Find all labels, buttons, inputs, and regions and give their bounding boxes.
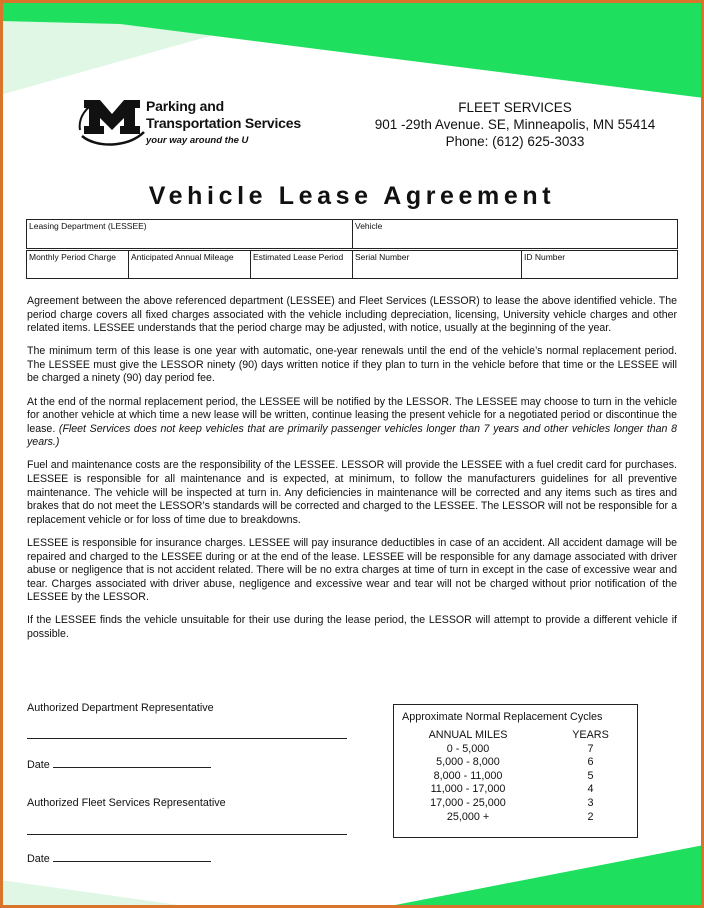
annual-miles-header: ANNUAL MILES [428,729,508,741]
years-cell: 4 [587,783,594,796]
fleet-date-line[interactable] [53,851,211,862]
miles-cell: 25,000 + [446,810,490,823]
table-row [394,770,639,784]
table-row [394,797,639,811]
fleet-date-label: Date [27,853,50,865]
estimated-lease-period-field[interactable] [250,250,353,279]
fleet-services-contact [360,99,670,150]
terms-paragraph: LESSEE is responsible for insurance charges. LESSEE will pay insurance deductibles in case of an accident. All accident damage will be repaired and charged to the LESSEE during or at the end of the lease. LESSEE will be responsible for any damage associated with driver abuse or negligence that is not accident related. There will be no extra charges at time of turn in except in the case of excessive wear and tear. Charges associated with driver abuse, negligence and excessive wear and tear will not be charged without prior notification of the LESSEE by the LESSOR. [27,536,677,604]
terms-paragraph: Agreement between the above referenced department (LESSEE) and Fleet Services (LESSOR) to lease the above identified vehicle. The period charge covers all fixed charges associated with the vehicle including depreciation, licensing, University vehicle charges and other related items. LESSEE understands that the period charge may be adjusted, with notice, usually at the beginning of the year. [27,295,677,335]
id-number-field[interactable] [521,250,678,279]
terms-text: At the end of the normal replacement period, the LESSEE will be notified by the LESSOR. The LESSEE may choose to turn in the vehicle for another vehicle at which time a new lease will be written, continue leasing the present vehicle for a negotiated period or discontinue the lease. [27,395,677,435]
monthly-period-charge-field[interactable] [26,250,129,279]
fleet-title: FLEET SERVICES [458,100,572,115]
dept-date-row [27,757,211,771]
fleet-rep-signature-line[interactable] [27,834,347,835]
dept-date-label: Date [27,759,50,771]
org-name-line2: Transportation Services [146,115,301,131]
miles-cell: 5,000 - 8,000 [436,756,500,769]
table-row [394,783,639,797]
monthly-period-charge-label: Monthly Period Charge [29,252,116,262]
anticipated-annual-mileage-label: Anticipated Annual Mileage [131,252,234,262]
dept-date-line[interactable] [53,757,211,768]
table-row [394,756,639,770]
years-cell: 7 [587,742,594,755]
miles-cell: 0 - 5,000 [446,742,490,755]
org-name-line1: Parking and [146,98,224,114]
fleet-phone: Phone: (612) 625-3033 [445,134,585,149]
miles-cell: 11,000 - 17,000 [430,783,506,796]
terms-paragraph: Fuel and maintenance costs are the responsibility of the LESSEE. LESSOR will provide the LESSEE with a fuel credit card for purchases. LESSEE is responsible for all maintenance and is expected, at minimum, to follow the manufacturers guidelines for all preventive maintenance. The vehicle will be inspected at turn in. Any deficiencies in maintenance will be corrected and any items such as tires and brakes that do not meet the LESSOR’s standards will be corrected and charged to the LESSEE. The LESSOR will not be responsible for a replacement vehicle or for loss of time due to breakdowns. [27,459,677,526]
fleet-date-row [27,851,211,865]
serial-number-field[interactable] [352,250,522,279]
terms-paragraph: The minimum term of this lease is one year with automatic, one-year renewals until the end of the vehicle’s normal replacement period. The LESSEE must give the LESSOR ninety (90) days written notice if they plan to turn in the vehicle before that time or the LESSEE will be charged a ninety (90) day period fee. [27,345,677,385]
leasing-department-label: Leasing Department (LESSEE) [29,221,147,231]
table-row [394,811,639,825]
anticipated-annual-mileage-field[interactable] [128,250,251,279]
fleet-address: 901 -29th Avenue. SE, Minneapolis, MN 55414 [374,117,656,132]
fleet-rep-label: Authorized Fleet Services Representative [27,797,226,809]
years-header: YEARS [572,729,609,741]
table-header-row [394,729,639,743]
vehicle-field[interactable] [352,219,678,249]
terms-note-italic: (Fleet Services does not keep vehicles that are primarily passenger vehicles longer than 7 years and other vehicles longer than 8 years.) [27,422,677,449]
university-logo [78,96,318,152]
replacement-cycles-title: Approximate Normal Replacement Cycles [402,711,603,723]
dept-rep-label: Authorized Department Representative [27,702,214,714]
dept-rep-signature-line[interactable] [27,738,347,739]
terms-paragraph [27,396,677,450]
id-number-label: ID Number [524,252,566,262]
serial-number-label: Serial Number [355,252,410,262]
agreement-terms [27,295,677,651]
years-cell: 2 [587,810,594,823]
replacement-cycles-box [393,704,638,838]
years-cell: 3 [587,796,594,809]
years-cell: 5 [587,769,594,782]
leasing-department-field[interactable] [26,219,353,249]
block-m-logo-icon [78,96,146,148]
page-title: Vehicle Lease Agreement [148,182,556,210]
estimated-lease-period-label: Estimated Lease Period [253,252,344,262]
miles-cell: 8,000 - 11,000 [433,769,503,782]
terms-paragraph: If the LESSEE finds the vehicle unsuitable for their use during the lease period, the LESSOR will attempt to provide a different vehicle if possible. [27,614,677,640]
org-tagline: your way around the U [146,135,249,146]
replacement-cycles-table [394,729,639,824]
table-row [394,743,639,757]
vehicle-label: Vehicle [355,221,383,231]
years-cell: 6 [587,756,594,769]
miles-cell: 17,000 - 25,000 [430,796,506,809]
